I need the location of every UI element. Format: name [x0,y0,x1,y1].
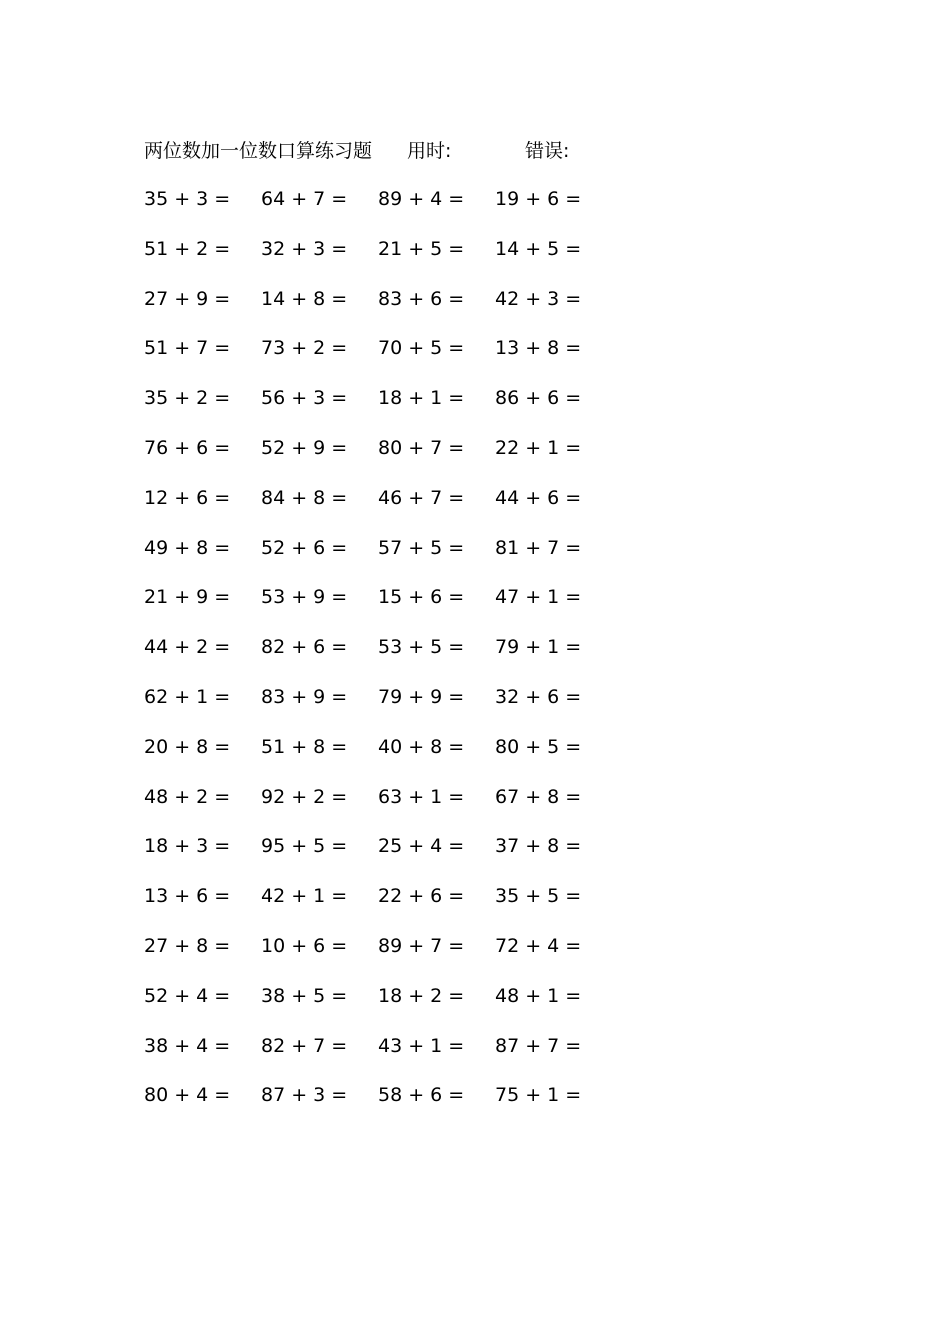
problem-item: 27 + 9 = [144,287,231,310]
problem-item: 83 + 6 = [378,287,465,310]
problem-item: 52 + 9 = [261,436,348,459]
problem-item: 32 + 3 = [261,237,348,260]
problem-item: 35 + 2 = [144,387,231,410]
problem-item: 32 + 6 = [495,685,582,708]
problem-row [144,883,614,933]
problem-item: 58 + 6 = [378,1084,465,1107]
problem-row [144,186,614,236]
problem-item: 53 + 9 = [261,586,348,609]
problem-item: 64 + 7 = [261,188,348,210]
problem-item: 15 + 6 = [378,586,465,609]
problem-item: 49 + 8 = [144,536,231,559]
problem-item: 72 + 4 = [495,934,582,957]
problem-item: 21 + 5 = [378,237,465,260]
problem-item: 35 + 5 = [495,885,582,908]
problem-item: 18 + 2 = [378,984,465,1007]
problem-item: 51 + 7 = [144,337,231,360]
problem-item: 89 + 7 = [378,934,465,957]
problem-item: 13 + 8 = [495,337,582,360]
problem-row [144,634,614,684]
problem-item: 27 + 8 = [144,934,231,957]
problem-item: 95 + 5 = [261,835,348,858]
problem-item: 82 + 7 = [261,1034,348,1057]
problem-item: 44 + 2 = [144,636,231,659]
problem-item: 10 + 6 = [261,934,348,957]
problem-grid [144,186,614,1132]
problem-item: 89 + 4 = [378,188,465,210]
problem-row [144,1082,614,1132]
problem-item: 83 + 9 = [261,685,348,708]
problem-row [144,435,614,485]
problem-item: 42 + 1 = [261,885,348,908]
problem-item: 57 + 5 = [378,536,465,559]
problem-item: 14 + 8 = [261,287,348,310]
problem-item: 22 + 6 = [378,885,465,908]
problem-item: 81 + 7 = [495,536,582,559]
problem-item: 56 + 3 = [261,387,348,410]
problem-row [144,933,614,983]
problem-item: 80 + 7 = [378,436,465,459]
problem-item: 35 + 3 = [144,188,231,210]
problem-row [144,684,614,734]
problem-item: 67 + 8 = [495,785,582,808]
problem-item: 53 + 5 = [378,636,465,659]
problem-item: 42 + 3 = [495,287,582,310]
problem-row [144,535,614,585]
problem-item: 38 + 5 = [261,984,348,1007]
problem-item: 46 + 7 = [378,486,465,509]
problem-row [144,286,614,336]
problem-item: 21 + 9 = [144,586,231,609]
problem-row [144,485,614,535]
problem-row [144,833,614,883]
problem-item: 73 + 2 = [261,337,348,360]
problem-item: 86 + 6 = [495,387,582,410]
problem-item: 82 + 6 = [261,636,348,659]
problem-item: 79 + 9 = [378,685,465,708]
problem-item: 44 + 6 = [495,486,582,509]
problem-row [144,236,614,286]
problem-item: 20 + 8 = [144,735,231,758]
problem-item: 52 + 6 = [261,536,348,559]
problem-item: 48 + 2 = [144,785,231,808]
problem-item: 87 + 3 = [261,1084,348,1107]
problem-row [144,335,614,385]
problem-item: 48 + 1 = [495,984,582,1007]
problem-row [144,784,614,834]
problem-item: 13 + 6 = [144,885,231,908]
problem-item: 37 + 8 = [495,835,582,858]
problem-row [144,734,614,784]
problem-row [144,1033,614,1083]
problem-item: 25 + 4 = [378,835,465,858]
problem-item: 87 + 7 = [495,1034,582,1057]
problem-item: 63 + 1 = [378,785,465,808]
problem-item: 12 + 6 = [144,486,231,509]
problem-item: 80 + 4 = [144,1084,231,1107]
problem-item: 76 + 6 = [144,436,231,459]
problem-item: 79 + 1 = [495,636,582,659]
problem-item: 43 + 1 = [378,1034,465,1057]
problem-item: 47 + 1 = [495,586,582,609]
problem-item: 40 + 8 = [378,735,465,758]
time-label: 用时: [407,140,452,162]
errors-label: 错误: [525,140,570,162]
problem-item: 52 + 4 = [144,984,231,1007]
problem-item: 80 + 5 = [495,735,582,758]
problem-item: 38 + 4 = [144,1034,231,1057]
problem-item: 51 + 8 = [261,735,348,758]
problem-item: 14 + 5 = [495,237,582,260]
problem-row [144,385,614,435]
problem-item: 51 + 2 = [144,237,231,260]
problem-item: 18 + 3 = [144,835,231,858]
problem-item: 62 + 1 = [144,685,231,708]
problem-item: 19 + 6 = [495,188,582,210]
problem-row [144,584,614,634]
problem-item: 75 + 1 = [495,1084,582,1107]
problem-row [144,983,614,1033]
problem-item: 84 + 8 = [261,486,348,509]
problem-item: 92 + 2 = [261,785,348,808]
worksheet-title: 两位数加一位数口算练习题 [144,140,373,162]
problem-item: 22 + 1 = [495,436,582,459]
problem-item: 18 + 1 = [378,387,465,410]
problem-item: 70 + 5 = [378,337,465,360]
